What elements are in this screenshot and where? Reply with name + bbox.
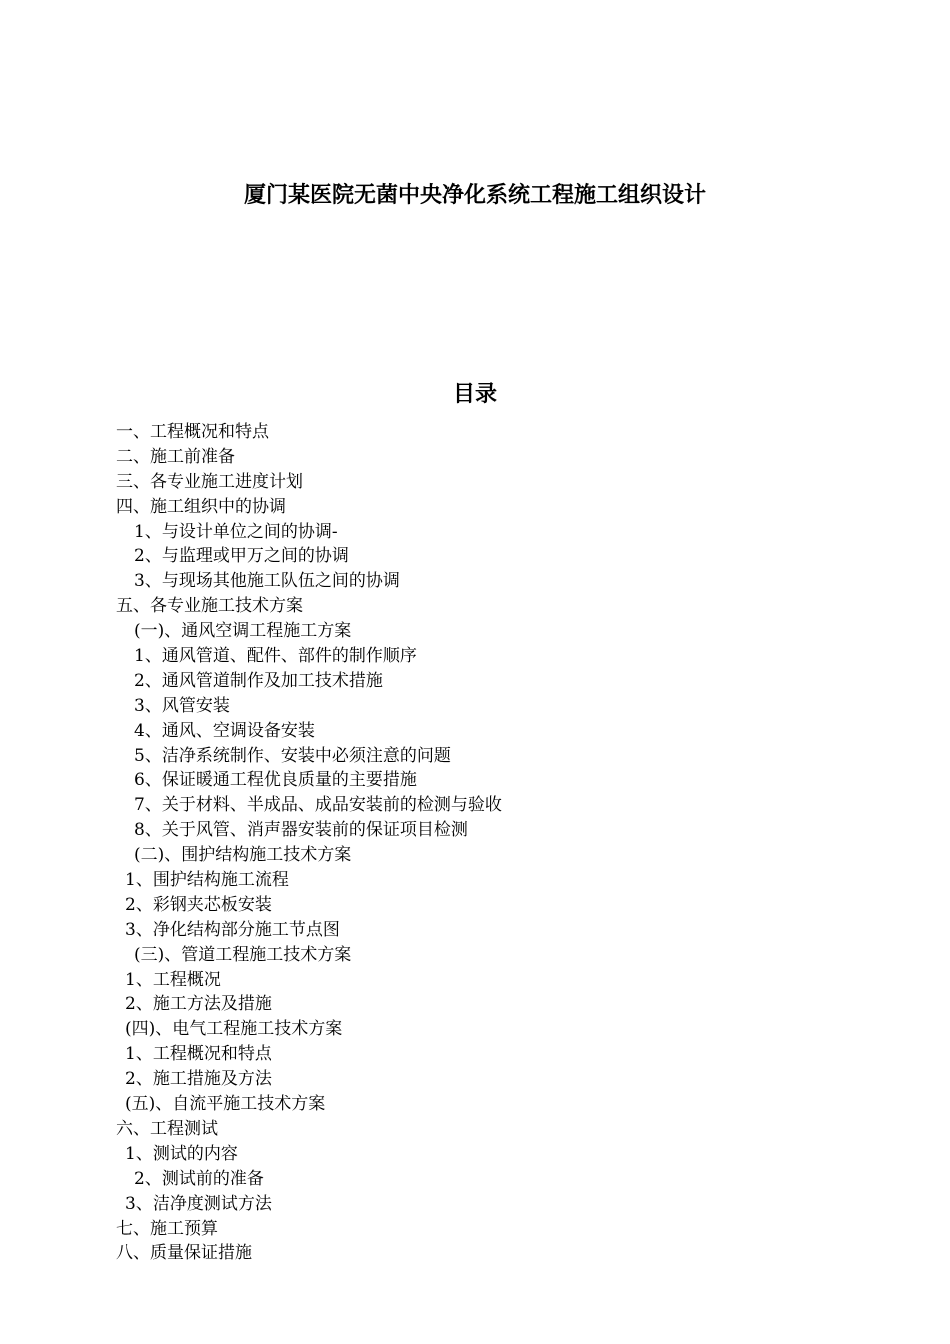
toc-item[interactable]: 3、净化结构部分施工节点图 — [125, 919, 340, 940]
toc-heading: 目录 — [452, 382, 497, 407]
toc-item[interactable]: 1、工程概况 — [125, 969, 221, 990]
toc-item[interactable]: 2、施工措施及方法 — [125, 1069, 272, 1090]
toc-item[interactable]: 3、风管安装 — [134, 695, 230, 716]
toc-item[interactable]: 6、保证暖通工程优良质量的主要措施 — [134, 770, 417, 791]
toc-item[interactable]: 1、通风管道、配件、部件的制作顺序 — [134, 646, 417, 667]
toc-item[interactable]: 三、各专业施工进度计划 — [116, 471, 303, 492]
toc-item[interactable]: 5、洁净系统制作、安装中必须注意的问题 — [134, 745, 451, 766]
toc-item[interactable]: 1、工程概况和特点 — [125, 1044, 272, 1065]
toc-item[interactable]: 2、施工方法及措施 — [125, 994, 272, 1015]
toc-item[interactable]: (二)、围护结构施工技术方案 — [134, 845, 352, 866]
toc-item[interactable]: 2、通风管道制作及加工技术措施 — [134, 670, 383, 691]
toc-item[interactable]: 1、测试的内容 — [125, 1143, 238, 1164]
toc-item[interactable]: 3、洁净度测试方法 — [125, 1193, 272, 1214]
toc-item[interactable]: (四)、电气工程施工技术方案 — [125, 1019, 343, 1040]
toc-item[interactable]: 二、施工前准备 — [116, 446, 235, 467]
toc-item[interactable]: 7、关于材料、半成品、成品安装前的检测与验收 — [134, 795, 502, 816]
toc-item[interactable]: 8、关于风管、消声器安装前的保证项目检测 — [134, 820, 468, 841]
toc-item[interactable]: 2、测试前的准备 — [134, 1168, 264, 1189]
document-title: 厦门某医院无菌中央净化系统工程施工组织设计 — [243, 183, 706, 208]
toc-item[interactable]: 八、质量保证措施 — [116, 1243, 252, 1264]
toc-item[interactable]: 五、各专业施工技术方案 — [116, 596, 303, 617]
toc-item[interactable]: 六、工程测试 — [116, 1118, 218, 1139]
toc-item[interactable]: 一、工程概况和特点 — [116, 422, 269, 442]
toc-item[interactable]: (一)、通风空调工程施工方案 — [134, 621, 352, 642]
toc-item[interactable]: 七、施工预算 — [116, 1218, 218, 1239]
toc-item[interactable]: 2、与监理或甲万之间的协调 — [134, 546, 349, 567]
toc-item[interactable]: 1、与设计单位之间的协调- — [134, 521, 338, 542]
toc-item[interactable]: 2、彩钢夹芯板安装 — [125, 894, 272, 915]
toc-item[interactable]: 1、围护结构施工流程 — [125, 870, 289, 891]
toc-item[interactable]: 四、施工组织中的协调 — [116, 496, 286, 517]
table-of-contents — [116, 420, 502, 1266]
toc-item[interactable]: 3、与现场其他施工队伍之间的协调 — [134, 571, 400, 592]
toc-item[interactable]: 4、通风、空调设备安装 — [134, 720, 315, 741]
toc-item[interactable]: (三)、管道工程施工技术方案 — [134, 944, 352, 965]
toc-item[interactable]: (五)、自流平施工技术方案 — [125, 1094, 326, 1115]
